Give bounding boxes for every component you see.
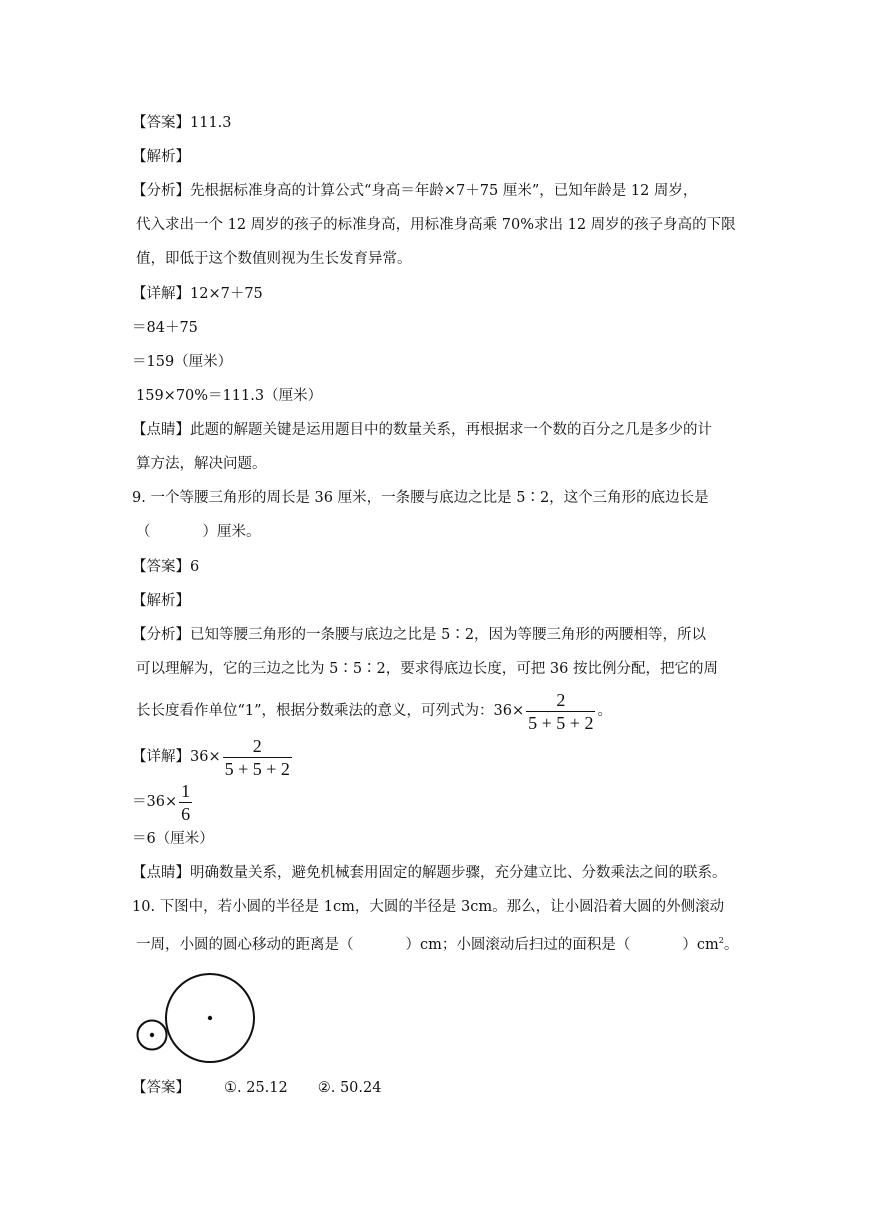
q10-question-line-2	[136, 931, 738, 955]
q8-fenxi-line-3: 值，即低于这个数值则视为生长发育异常。	[136, 251, 412, 267]
q9-xiangjie-line-3: ＝6（厘米）	[132, 831, 214, 847]
q10-question-line-1: 10. 下图中，若小圆的半径是 1cm，大圆的半径是 3cm。那么，让小圆沿着大圆的外侧滚动	[132, 899, 725, 915]
large-circle-center	[208, 1016, 212, 1020]
q10-unit-superscript: 2	[718, 936, 724, 945]
q10-period: 。	[723, 936, 739, 953]
q9-xiangjie-line-1	[132, 734, 294, 780]
fraction-numerator: 2	[252, 735, 262, 756]
q9-fenxi-line-3	[136, 688, 612, 734]
q8-fenxi-line-1: 【分析】先根据标准身高的计算公式“身高＝年龄×7＋75 厘米”，已知年龄是 12 周岁，	[132, 183, 698, 199]
q9-dianjing: 【点睛】明确数量关系，避免机械套用固定的解题步骤，充分建立比、分数乘法之间的联系。	[132, 865, 727, 881]
q10-answer-1: ①. 25.12	[224, 1080, 288, 1096]
circles-figure	[132, 968, 262, 1068]
q10-blank-2-close: ）cm	[682, 936, 719, 953]
q8-answer: 【答案】111.3	[132, 115, 232, 131]
q9-analysis-label: 【解析】	[132, 593, 190, 609]
q10-blank-2-open: ）cm；小圆滚动后扫过的面积是（	[405, 936, 631, 953]
q8-xiangjie-line-2: ＝84＋75	[132, 320, 198, 336]
q9-xiangjie-line-2-text: ＝36×	[132, 794, 178, 810]
small-circle-center	[150, 1033, 154, 1037]
q10-answer	[132, 1078, 381, 1098]
q9-fraction-2-over-12	[526, 689, 595, 734]
q8-analysis-label: 【解析】	[132, 149, 190, 165]
fraction-denominator: 6	[181, 803, 191, 824]
fraction-denominator: 5 + 5 + 2	[224, 758, 290, 779]
q8-fenxi-line-2: 代入求出一个 12 周岁的孩子的标准身高，用标准身高乘 70%求出 12 周岁的孩子身高的下限	[136, 217, 736, 233]
q9-fenxi-line-1: 【分析】已知等腰三角形的一条腰与底边之比是 5∶2，因为等腰三角形的两腰相等，所以	[132, 627, 707, 643]
fraction-denominator: 5 + 5 + 2	[528, 712, 594, 733]
q9-blank-open: （	[136, 524, 151, 540]
q8-xiangjie-line-4: 159×70%＝111.3（厘米）	[136, 388, 323, 404]
q9-fenxi-line-3-end: 。	[597, 703, 612, 719]
q10-blank-1-open: 一周，小圆的圆心移动的距离是（	[136, 936, 354, 953]
q8-xiangjie-line-3: ＝159（厘米）	[132, 354, 233, 370]
q8-xiangjie-line-1: 【详解】12×7＋75	[132, 286, 263, 302]
q9-fraction-2-over-12-detail	[223, 735, 292, 780]
q10-answer-2: ②. 50.24	[317, 1080, 382, 1096]
q10-answer-label: 【答案】	[132, 1080, 190, 1096]
fraction-numerator: 1	[181, 780, 191, 801]
q9-answer: 【答案】6	[132, 559, 200, 575]
q9-question-line-2	[136, 522, 261, 542]
q9-xiangjie-line-1-text: 【详解】36×	[132, 749, 221, 765]
q8-dianjing-line-2: 算方法，解决问题。	[136, 456, 267, 472]
fraction-numerator: 2	[556, 689, 566, 710]
q8-dianjing-line-1: 【点睛】此题的解题关键是运用题目中的数量关系，再根据求一个数的百分之几是多少的计	[132, 422, 712, 438]
q9-fraction-1-over-6	[179, 780, 192, 825]
q9-question-line-1: 9. 一个等腰三角形的周长是 36 厘米，一条腰与底边之比是 5∶2，这个三角形的底边长是	[132, 490, 709, 506]
q9-xiangjie-line-2	[132, 779, 194, 825]
q9-fenxi-line-2: 可以理解为，它的三边之比为 5∶5∶2，要求得底边长度，可把 36 按比例分配，把它的周	[136, 661, 718, 677]
q9-blank-close: ）厘米。	[202, 524, 261, 540]
q9-fenxi-line-3-text: 长长度看作单位“1”，根据分数乘法的意义，可列式为：36×	[136, 703, 525, 719]
